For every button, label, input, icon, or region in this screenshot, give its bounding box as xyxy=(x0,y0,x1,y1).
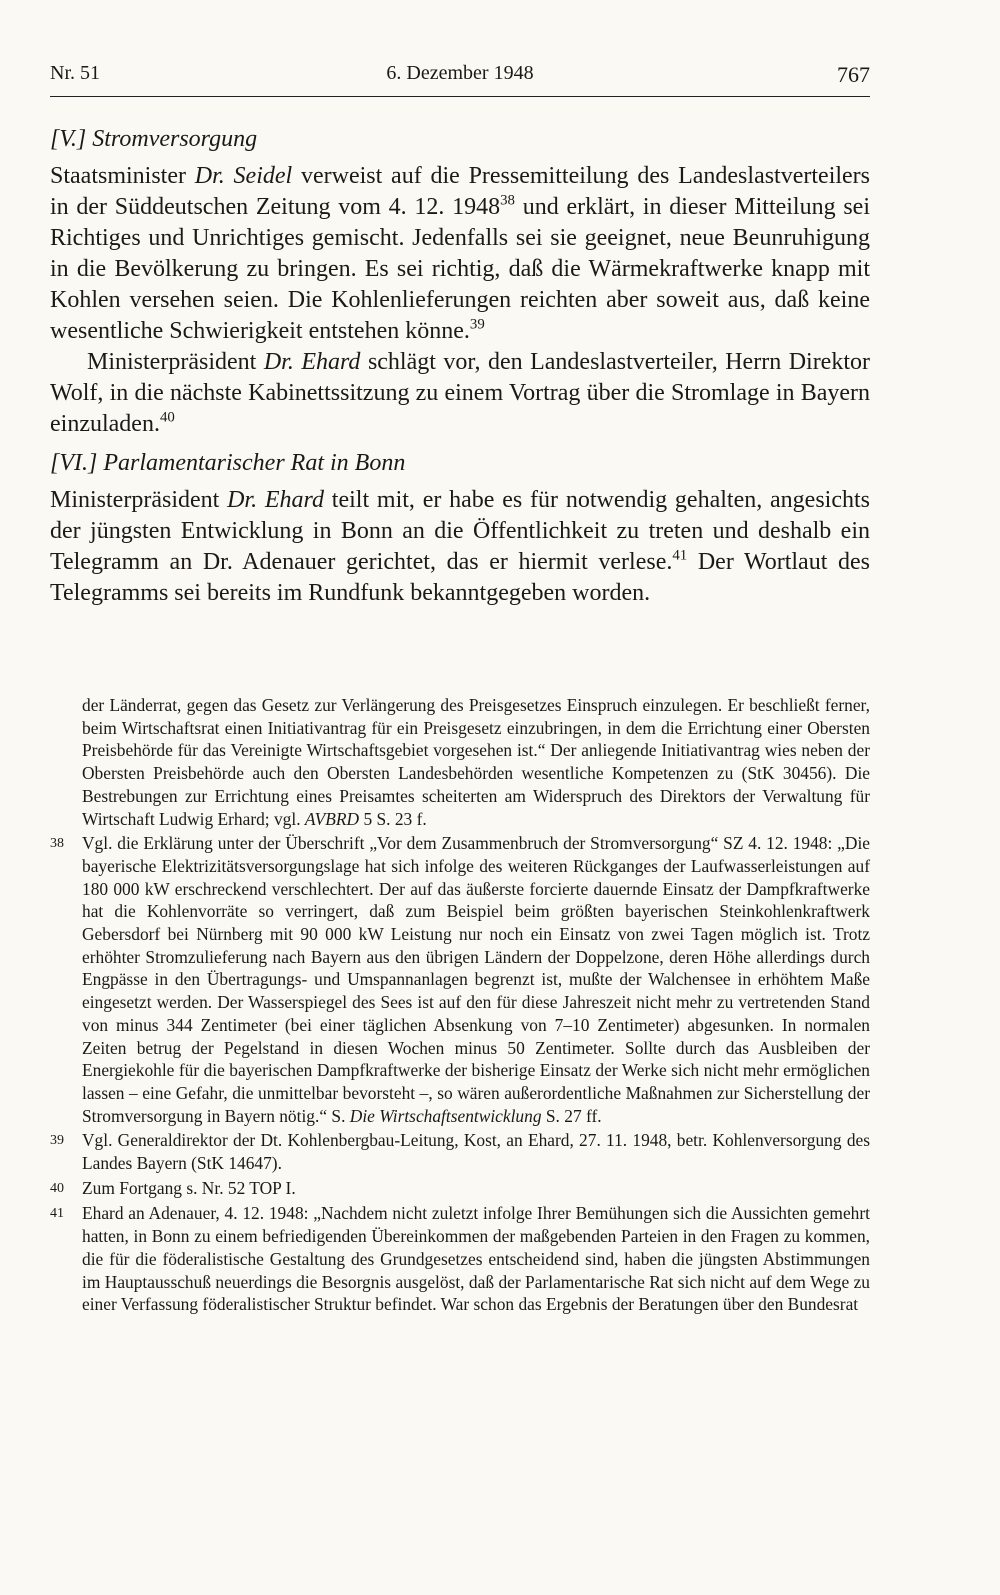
section-number: [VI.] xyxy=(50,450,98,476)
section-title: Stromversorgung xyxy=(92,126,258,152)
footnote-ref: 41 xyxy=(672,547,688,564)
page-number: 767 xyxy=(837,62,870,87)
header-date: 6. Dezember 1948 xyxy=(386,62,534,84)
document-number: Nr. 51 xyxy=(50,62,100,84)
paragraph: Staatsminister Dr. Seidel verweist auf die Pressemitteilung des Landeslastverteilers in der Süddeutschen Zeitung vom 4. 12. 1948$^{38}$ und erklärt, in dieser Mitteilung sei Richtiges und Unrichtiges gemischt. Jedenfalls sei sie geeignet, neue Beunruhigung in die Bevölkerung zu bringen. Es sei richtig, daß die Wärmekraftwerke knapp mit Kohlen versehen seien. Die Kohlenlieferungen reichten aber soweit aus, daß keine wesentliche Schwierigkeit entstehen könne.$^{39}$ xyxy=(50,163,871,344)
footnote-ref: 39 xyxy=(469,316,485,333)
footnote-number: 40 xyxy=(50,1180,64,1196)
footnote-41 xyxy=(50,1202,870,1316)
footnote-text: Zum Fortgang s. Nr. 52 TOP I. xyxy=(82,1177,296,1198)
footnote-ref: 40 xyxy=(159,409,175,426)
speaker-name: Dr. Ehard xyxy=(227,487,325,513)
section-heading-v xyxy=(50,124,870,155)
footnote-number: 39 xyxy=(50,1133,64,1149)
section-heading-vi xyxy=(50,448,870,479)
footnote-number: 41 xyxy=(50,1206,64,1222)
page-header xyxy=(50,62,870,97)
footnotes xyxy=(50,694,870,1318)
footnote-text: Vgl. Generaldirektor der Dt. Kohlenbergbau-Leitung, Kost, an Ehard, 27. 11. 1948, betr. Kohlenversorgung des Landes Bayern (StK 14647). xyxy=(82,1130,870,1174)
footnote-continuation: der Länderrat, gegen das Gesetz zur Verlängerung des Preisgesetzes Einspruch einzulegen. Er beschließt ferner, beim Wirtschaftsrat einen Initiativantrag für ein Preisgesetz einzubringen, in dem die Errichtung einer Obersten Preisbehörde für das Vereinigte Wirtschaftsgebiet vorgesehen ist.“ Der anliegende Initiativantrag wies neben der Obersten Preisbehörde auch den Obersten Landesbehörden wesentliche Kompetenzen zu (StK 30456). Die Bestrebungen zur Errichtung eines Preisamtes scheiterten am Widerspruch des Direktors der Verwaltung für Wirtschaft Ludwig Erhard; vgl. AVBRD 5 S. 23 f. xyxy=(82,695,870,829)
speaker-name: Dr. Seidel xyxy=(194,163,293,189)
footnote-ref: 38 xyxy=(500,192,515,209)
footnote-number: 38 xyxy=(50,836,64,852)
section-title: Parlamentarischer Rat in Bonn xyxy=(103,450,406,476)
footnote-39 xyxy=(50,1129,870,1174)
footnote-text: Vgl. die Erklärung unter der Überschrift „Vor dem Zusammenbruch der Stromversorgung“ SZ 4. 12. 1948: „Die bayerische Elektrizitätsversorgungslage hat sich infolge des weiteren Rückganges der Laufwasserleistungen auf 180 000 kW erschreckend verschlechtert. Der auf das äußerste forcierte dauernde Einsatz der Dampfkraftwerke hat die Kohlenvorräte so verringert, daß zum Beispiel beim größten bayerischen Steinkohlenkraftwerk Gebersdorf bei Nürnberg mit 90 000 kW Leistung nur noch ein Einsatz von zwei Tagen möglich ist. Trotz erhöhter Stromzulieferung nach Bayern aus den übrigen Ländern der Doppelzone, deren Höhe allerdings durch Engpässe in den Übertragungs- und Umspannanlagen begrenzt ist, mußte der Walchensee in erhöhtem Maße eingesetzt werden. Der Wasserspiegel des Sees ist auf den für diese Jahreszeit nicht mehr zu vertretenden Stand von minus 344 Zentimeter (bei einer täglichen Absenkung von 7–10 Zentimeter) abgesunken. In normalen Zeiten betrug der Pegelstand in diesen Wochen minus 50 Zentimeter. Sollte durch das Ausbleiben der Energiekohle für die bayerischen Dampfkraftwerke der bisherige Einsatz der Werke sich nicht mehr ermöglichen lassen – eine Gefahr, die unmittelbar bevorsteht –, so wären außerordentliche Maßnahmen zur Sicherstellung der Stromversorgung in Bayern nötig.“ S. Die Wirtschaftsentwicklung S. 27 ff. xyxy=(82,833,870,1126)
paragraph: Ministerpräsident Dr. Ehard teilt mit, er habe es für notwendig gehalten, angesichts der jüngsten Entwicklung in Bonn an die Öffentlichkeit zu treten und deshalb ein Telegramm an Dr. Adenauer gerichtet, das er hiermit verlese.$^{41}$ Der Wortlaut des Telegramms sei bereits im Rundfunk bekanntgegeben worden. xyxy=(50,487,870,606)
footnote-40 xyxy=(50,1177,870,1201)
section-number: [V.] xyxy=(50,126,87,152)
footnote-38 xyxy=(50,832,870,1127)
footnote-text: Ehard an Adenauer, 4. 12. 1948: „Nachdem nicht zuletzt infolge Ihrer Bemühungen sich die Aussichten gemehrt hatten, in Bonn zu einem befriedigenden Übereinkommen der maßgebenden Parteien in den Fragen zu kommen, die für die föderalistische Gestaltung des Grundgesetzes entscheidend sind, haben die jüngsten Abstimmungen im Hauptausschuß neuerdings die Besorgnis ausgelöst, daß der Parlamentarische Rat sich nicht auf dem Wege zu einer Verfassung föderalistischer Struktur befindet. War schon das Ergebnis der Beratungen über den Bundesrat xyxy=(82,1203,870,1315)
speaker-name: Dr. Ehard xyxy=(263,349,361,375)
main-text xyxy=(50,124,870,609)
paragraph: Ministerpräsident Dr. Ehard schlägt vor, den Landeslastverteiler, Herrn Direktor Wolf, in die nächste Kabinettssitzung zu einem Vortrag über die Stromlage in Bayern einzuladen.$^{40}$ xyxy=(50,349,870,437)
